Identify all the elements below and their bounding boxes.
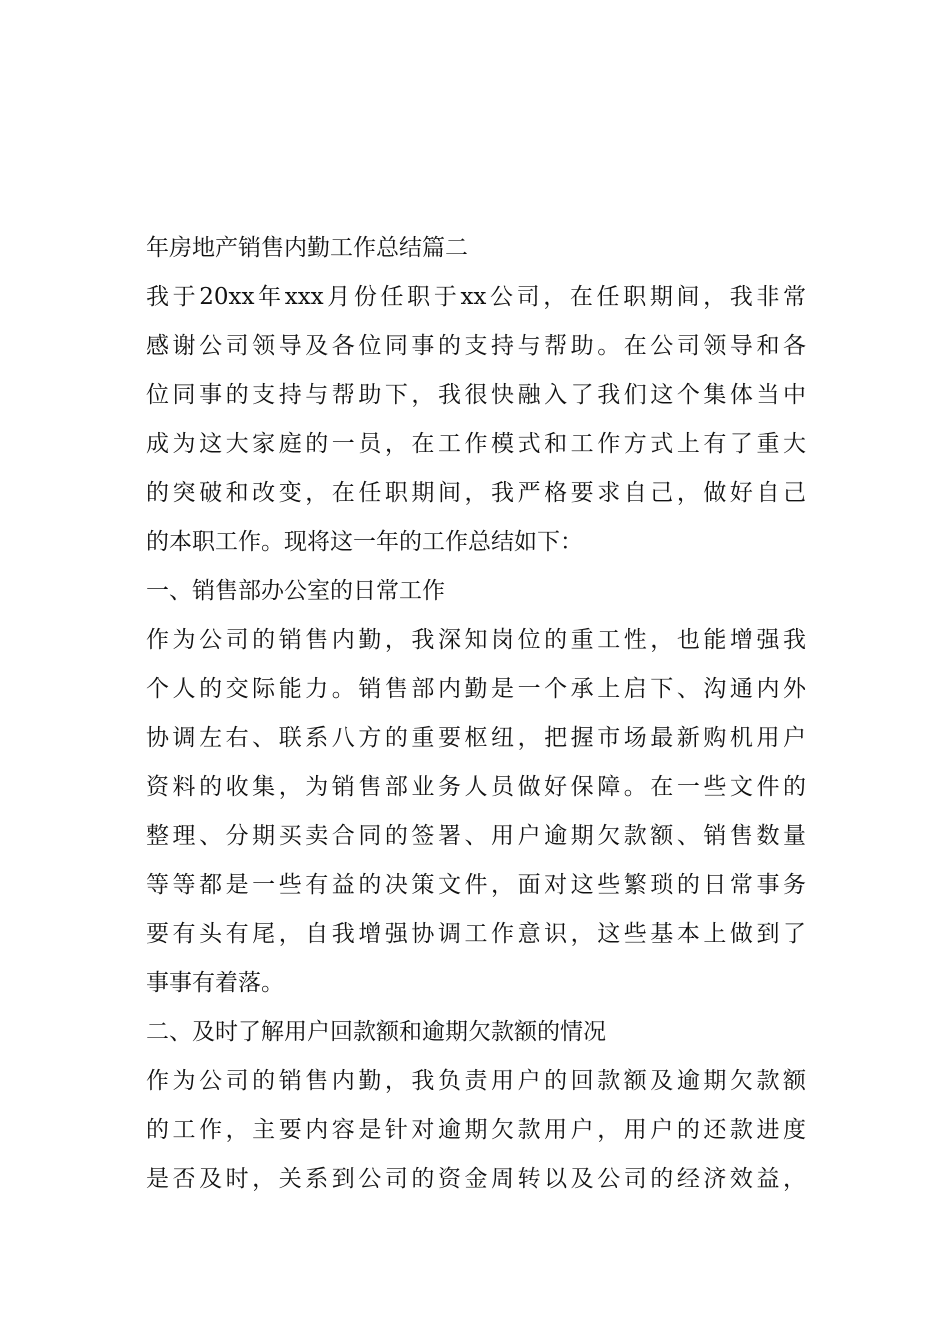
text-line: 是否及时，关系到公司的资金周转以及公司的经济效益， <box>146 1166 806 1192</box>
text-line: 二、及时了解用户回款额和逾期欠款额的情况 <box>146 1019 606 1045</box>
text-line: 的工作，主要内容是针对逾期欠款用户，用户的还款进度 <box>146 1117 806 1143</box>
text-line: 等等都是一些有益的决策文件，面对这些繁琐的日常事务 <box>146 872 806 898</box>
text-line: 要有头有尾，自我增强协调工作意识，这些基本上做到了 <box>146 921 806 947</box>
text-line: 整理、分期买卖合同的签署、用户逾期欠款额、销售数量 <box>146 823 806 849</box>
text-line: 作为公司的销售内勤，我深知岗位的重工性，也能增强我 <box>146 627 806 653</box>
text-line: 协调左右、联系八方的重要枢纽，把握市场最新购机用户 <box>146 725 806 751</box>
text-line: 的本职工作。现将这一年的工作总结如下： <box>146 529 583 555</box>
text-line: 的突破和改变，在任职期间，我严格要求自己，做好自己 <box>146 480 806 506</box>
document-body <box>146 224 806 1204</box>
text-line: 资料的收集，为销售部业务人员做好保障。在一些文件的 <box>146 774 806 800</box>
text-line: 一、销售部办公室的日常工作 <box>146 578 445 604</box>
text-line: 感谢公司领导及各位同事的支持与帮助。在公司领导和各 <box>146 333 806 359</box>
text-line: 个人的交际能力。销售部内勤是一个承上启下、沟通内外 <box>146 676 806 702</box>
text-line: 事事有着落。 <box>146 970 284 996</box>
text-line: 作为公司的销售内勤，我负责用户的回款额及逾期欠款额 <box>146 1068 806 1094</box>
text-line: 我于20xx年xxx月份任职于xx公司，在任职期间，我非常 <box>146 284 806 310</box>
text-line: 位同事的支持与帮助下，我很快融入了我们这个集体当中 <box>146 382 806 408</box>
document-title: 年房地产销售内勤工作总结篇二 <box>146 235 468 261</box>
text-line: 成为这大家庭的一员，在工作模式和工作方式上有了重大 <box>146 431 806 457</box>
